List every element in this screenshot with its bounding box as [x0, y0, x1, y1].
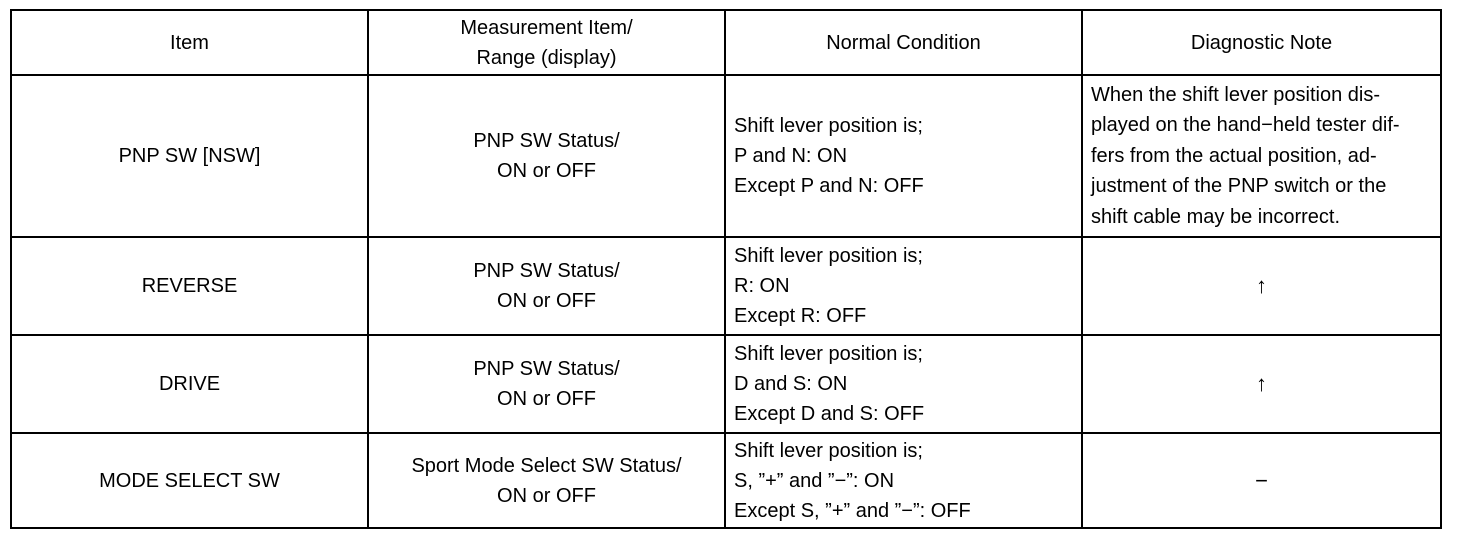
condition-cell: Shift lever position is; D and S: ON Except D and S: OFF	[725, 335, 1082, 433]
table-row	[11, 75, 1441, 237]
table-row	[11, 335, 1441, 433]
up-arrow-icon: ↑	[1256, 371, 1267, 396]
header-item: Item	[11, 10, 368, 75]
header-row	[11, 10, 1441, 75]
condition-cell: Shift lever position is; R: ON Except R: OFF	[725, 237, 1082, 335]
item-cell: MODE SELECT SW	[11, 433, 368, 528]
diagnostic-table	[10, 9, 1442, 529]
up-arrow-icon: ↑	[1256, 273, 1267, 298]
dash-mark: −	[1255, 467, 1268, 493]
item-cell: PNP SW [NSW]	[11, 75, 368, 237]
table-row	[11, 433, 1441, 528]
note-cell	[1082, 335, 1441, 433]
note-cell	[1082, 237, 1441, 335]
note-cell	[1082, 433, 1441, 528]
measurement-cell: PNP SW Status/ ON or OFF	[368, 237, 725, 335]
table-row	[11, 237, 1441, 335]
header-diagnostic-note: Diagnostic Note	[1082, 10, 1441, 75]
measurement-cell: Sport Mode Select SW Status/ ON or OFF	[368, 433, 725, 528]
item-cell: REVERSE	[11, 237, 368, 335]
condition-cell: Shift lever position is; P and N: ON Except P and N: OFF	[725, 75, 1082, 237]
measurement-cell: PNP SW Status/ ON or OFF	[368, 335, 725, 433]
measurement-cell: PNP SW Status/ ON or OFF	[368, 75, 725, 237]
note-cell: When the shift lever position dis- played on the hand−held tester dif- fers from the actual position, ad- justment of the PNP switch or the shift cable may be incorrect.	[1082, 75, 1441, 237]
header-measurement: Measurement Item/ Range (display)	[368, 10, 725, 75]
item-cell: DRIVE	[11, 335, 368, 433]
header-normal-condition: Normal Condition	[725, 10, 1082, 75]
condition-cell: Shift lever position is; S, ”+” and ”−”: ON Except S, ”+” and ”−”: OFF	[725, 433, 1082, 528]
